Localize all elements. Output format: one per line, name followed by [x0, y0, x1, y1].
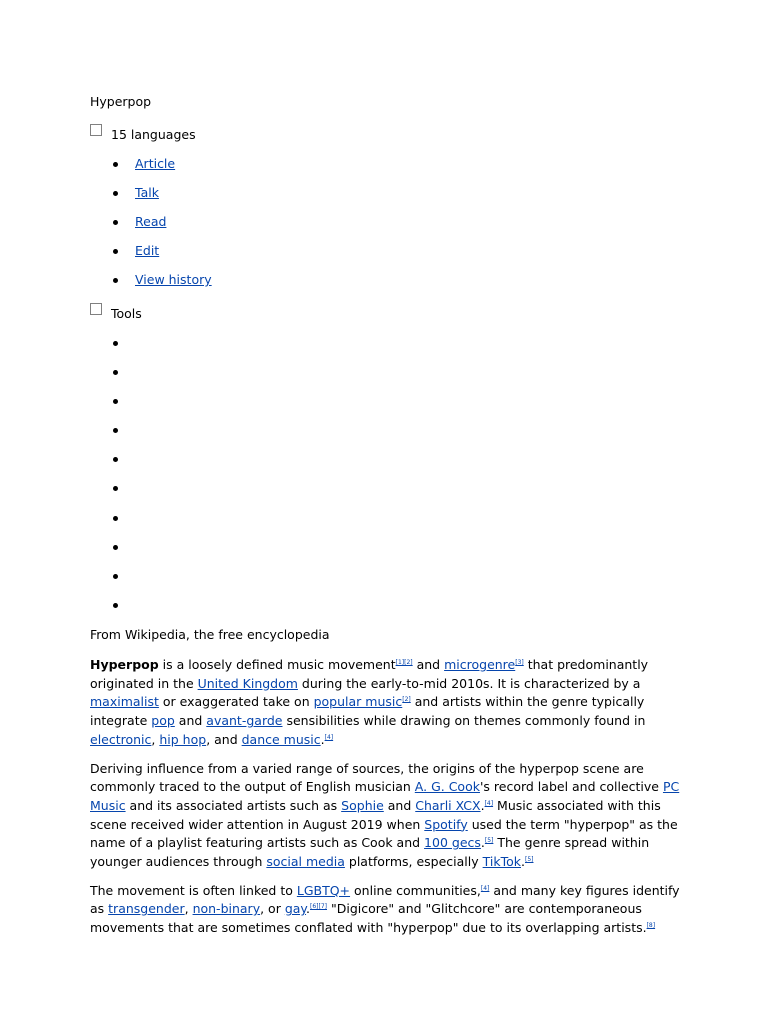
- text: that predominantly originated in the: [90, 657, 649, 691]
- tab-read[interactable]: Read: [135, 214, 167, 229]
- languages-label[interactable]: 15 languages: [111, 127, 196, 142]
- tools-item: [113, 480, 135, 509]
- tab-talk[interactable]: Talk: [135, 185, 159, 200]
- nav-tab-item: [113, 185, 212, 214]
- text: and: [383, 797, 416, 813]
- tools-item: [113, 335, 135, 364]
- tools-item: [113, 510, 135, 539]
- article-subject: Hyperpop: [90, 657, 159, 672]
- text: or exaggerated take on: [158, 694, 314, 710]
- paragraph-intro: [90, 656, 680, 750]
- link-transgender[interactable]: transgender: [108, 901, 185, 917]
- text: ,: [151, 731, 160, 747]
- article-body: [90, 656, 680, 938]
- citation: [325, 734, 334, 741]
- text: and its associated artists such as: [125, 797, 342, 813]
- citation: [402, 696, 411, 703]
- text: "Digicore" and "Glitchcore" are contemporaneous movements that are sometimes conflated with "hyperpop" due to its overlapping artists.: [90, 901, 647, 936]
- citation-link[interactable]: [4]: [324, 733, 334, 741]
- citation-link[interactable]: [4]: [484, 799, 494, 807]
- text: Music associated with this scene received wider attention in August 2019 when: [90, 797, 661, 832]
- tools-item: [113, 364, 135, 393]
- link-microgenre[interactable]: microgenre: [444, 657, 516, 672]
- text: .: [521, 854, 525, 870]
- languages-checkbox[interactable]: [90, 124, 102, 136]
- nav-tab-item: [113, 243, 212, 272]
- citation-link[interactable]: [2]: [402, 696, 411, 704]
- tools-label[interactable]: Tools: [111, 306, 142, 321]
- nav-tabs-list: [113, 156, 212, 301]
- text: and: [412, 657, 445, 672]
- citation-link[interactable]: [3]: [515, 658, 524, 666]
- paragraph-community: [90, 882, 680, 938]
- text: , or: [260, 901, 285, 917]
- text: and: [174, 713, 207, 729]
- tab-article[interactable]: Article: [135, 156, 176, 171]
- citation-link[interactable]: [1][2]: [395, 658, 413, 666]
- citation: [485, 800, 494, 807]
- text: 's record label and collective: [479, 779, 663, 795]
- link-maximalist[interactable]: maximalist: [90, 694, 159, 710]
- link-social-media[interactable]: social media: [266, 854, 345, 870]
- link-100-gecs[interactable]: 100 gecs: [424, 835, 481, 851]
- citation: [647, 922, 656, 929]
- tools-list: [113, 335, 135, 626]
- text: used the term "hyperpop" as the name of a playlist featuring artists such as Cook and: [90, 816, 678, 851]
- text: .: [320, 731, 325, 747]
- link-gay[interactable]: gay: [284, 901, 307, 917]
- citation-link[interactable]: [6][7]: [310, 903, 328, 911]
- tab-edit[interactable]: Edit: [135, 243, 160, 258]
- link-spotify[interactable]: Spotify: [424, 816, 468, 832]
- nav-tab-item: [113, 214, 212, 243]
- text: platforms, especially: [344, 854, 483, 870]
- link-hip-hop[interactable]: hip hop: [159, 731, 207, 747]
- paragraph-origins: [90, 760, 680, 872]
- citation: [515, 659, 524, 666]
- link-lgbtq[interactable]: LGBTQ+: [296, 882, 351, 898]
- tools-item: [113, 597, 135, 626]
- link-popular-music[interactable]: popular music: [313, 694, 403, 710]
- link-pc-music[interactable]: PC Music: [90, 779, 680, 813]
- page-title: Hyperpop: [90, 94, 152, 109]
- text: sensibilities while drawing on themes commonly found in: [282, 713, 646, 729]
- nav-tab-item: [113, 156, 212, 185]
- link-charli-xcx[interactable]: Charli XCX: [415, 797, 481, 813]
- tagline: From Wikipedia, the free encyclopedia: [90, 627, 330, 642]
- citation-link[interactable]: [5]: [484, 837, 494, 845]
- tools-item: [113, 422, 135, 451]
- tools-toggle[interactable]: [90, 306, 142, 321]
- citation-link[interactable]: [5]: [524, 855, 534, 863]
- citation-link[interactable]: [8]: [646, 921, 656, 929]
- text: , and: [206, 731, 242, 747]
- text: during the early-to-mid 2010s. It is characterized by a: [297, 675, 641, 691]
- link-tiktok[interactable]: TikTok: [482, 854, 521, 870]
- text: .: [480, 835, 485, 851]
- citation: [396, 659, 413, 666]
- link-avant-garde[interactable]: avant-garde: [206, 713, 283, 729]
- link-pop[interactable]: pop: [151, 713, 175, 729]
- text: and artists within the genre typically integrate: [90, 694, 645, 729]
- text: .: [306, 901, 311, 917]
- tools-checkbox[interactable]: [90, 303, 102, 315]
- tools-item: [113, 451, 135, 480]
- link-electronic[interactable]: electronic: [90, 731, 152, 747]
- citation: [525, 856, 534, 863]
- tools-item: [113, 393, 135, 422]
- text: online communities,: [350, 882, 481, 898]
- languages-toggle[interactable]: [90, 127, 196, 142]
- citation-link[interactable]: [4]: [480, 884, 490, 892]
- link-sophie[interactable]: Sophie: [341, 797, 384, 813]
- nav-tab-item: [113, 272, 212, 301]
- link-united-kingdom[interactable]: United Kingdom: [197, 675, 298, 691]
- tools-item: [113, 539, 135, 568]
- link-non-binary[interactable]: non-binary: [192, 901, 261, 917]
- link-ag-cook[interactable]: A. G. Cook: [414, 779, 480, 795]
- text: is a loosely defined music movement: [158, 657, 396, 672]
- text: Deriving influence from a varied range of sources, the origins of the hyperpop scene are commonly traced to the output of English musician: [90, 760, 644, 795]
- text: ,: [184, 901, 193, 917]
- tools-item: [113, 568, 135, 597]
- citation: [310, 903, 327, 910]
- text: The movement is often linked to: [90, 882, 297, 898]
- text: The genre spread within younger audiences through: [90, 835, 650, 870]
- tab-view-history[interactable]: View history: [135, 272, 212, 287]
- link-dance-music[interactable]: dance music: [241, 731, 321, 747]
- text: .: [480, 797, 485, 813]
- text: and many key figures identify as: [90, 882, 680, 917]
